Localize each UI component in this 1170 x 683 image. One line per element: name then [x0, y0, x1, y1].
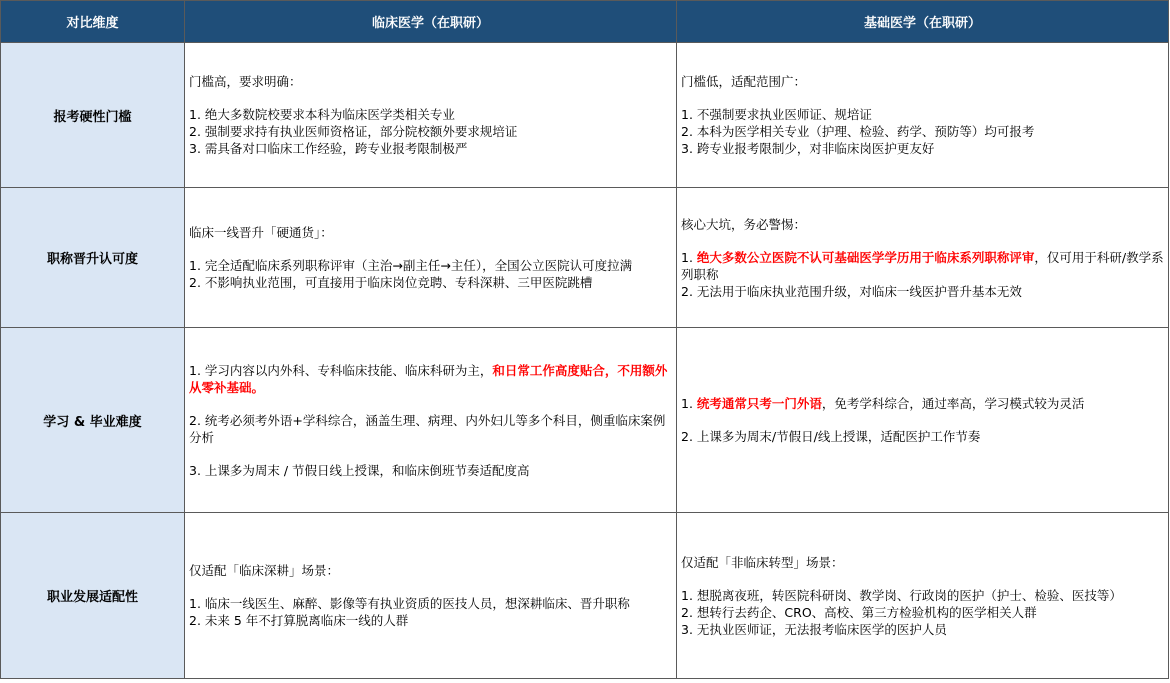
table-row	[1, 188, 1169, 328]
cell-intro: 门槛低，适配范围广：	[681, 74, 807, 89]
list-item	[681, 395, 1164, 412]
clinical-cell	[185, 513, 677, 679]
clinical-cell	[185, 188, 677, 328]
header-clinical: 临床医学（在职研）	[185, 1, 677, 43]
basic-cell	[677, 43, 1169, 188]
table-row	[1, 513, 1169, 679]
item-text: ，仅可用于科研/教学系列职称	[681, 249, 1164, 282]
dimension-cell: 报考硬性门槛	[1, 43, 185, 188]
list-item: 2. 上课多为周末/节假日/线上授课，适配医护工作节奏	[681, 429, 981, 444]
basic-cell	[677, 513, 1169, 679]
list-item: 1. 绝大多数院校要求本科为临床医学类相关专业	[189, 107, 455, 122]
clinical-cell	[185, 328, 677, 513]
list-item: 3. 无执业医师证，无法报考临床医学的医护人员	[681, 621, 947, 637]
list-item	[681, 249, 1164, 283]
dimension-cell: 学习 & 毕业难度	[1, 328, 185, 513]
list-item: 2. 无法用于临床执业范围升级，对临床一线医护晋升基本无效	[681, 283, 1022, 299]
list-item: 2. 不影响执业范围，可直接用于临床岗位竞聘、专科深耕、三甲医院跳槽	[189, 275, 593, 290]
list-item	[189, 362, 672, 396]
list-item: 3. 跨专业报考限制少，对非临床岗医护更友好	[681, 141, 935, 156]
table-row	[1, 328, 1169, 513]
item-text: ，免考学科综合，通过率高，学习模式较为灵活	[821, 396, 1085, 411]
basic-cell	[677, 188, 1169, 328]
list-item: 1. 完全适配临床系列职称评审（主治→副主任→主任），全国公立医院认可度拉满	[189, 258, 633, 273]
highlight-text: 绝大多数公立医院不认可基础医学学历用于临床系列职称评审	[696, 249, 1035, 265]
cell-intro: 仅适配「临床深耕」场景：	[189, 563, 340, 578]
list-item: 1. 想脱离夜班，转医院科研岗、教学岗、行政岗的医护（护士、检验、医技等）	[681, 587, 1122, 603]
dimension-cell: 职称晋升认可度	[1, 188, 185, 328]
item-prefix: 1.	[681, 249, 697, 265]
list-item: 2. 统考必须考外语+学科综合，涵盖生理、病理、内外妇儿等多个科目，侧重临床案例分析	[189, 412, 666, 445]
cell-intro: 门槛高，要求明确：	[189, 74, 302, 89]
list-item: 2. 强制要求持有执业医师资格证，部分院校额外要求规培证	[189, 124, 518, 139]
header-row	[1, 1, 1169, 43]
cell-intro: 核心大坑，务必警惕：	[681, 216, 807, 232]
list-item: 2. 本科为医学相关专业（护理、检验、药学、预防等）均可报考	[681, 124, 1035, 139]
dimension-cell: 职业发展适配性	[1, 513, 185, 679]
highlight-text: 统考通常只考一门外语	[696, 396, 822, 411]
clinical-cell	[185, 43, 677, 188]
list-item: 3. 需具备对口临床工作经验，跨专业报考限制极严	[189, 141, 468, 156]
table-row	[1, 43, 1169, 188]
highlight-text: 和日常工作高度贴合，不用额外从零补基础。	[189, 362, 668, 395]
list-item: 1. 不强制要求执业医师证、规培证	[681, 107, 872, 122]
item-text: 1. 学习内容以内外科、专科临床技能、临床科研为主，	[189, 362, 493, 378]
cell-intro: 仅适配「非临床转型」场景：	[681, 554, 844, 570]
item-prefix: 1.	[681, 396, 697, 411]
basic-cell	[677, 328, 1169, 513]
header-basic: 基础医学（在职研）	[677, 1, 1169, 43]
header-dimension: 对比维度	[1, 1, 185, 43]
list-item: 2. 想转行去药企、CRO、高校、第三方检验机构的医学相关人群	[681, 604, 1037, 620]
list-item: 2. 未来 5 年不打算脱离临床一线的人群	[189, 613, 409, 628]
cell-intro: 临床一线晋升「硬通货」：	[189, 225, 333, 240]
list-item: 3. 上课多为周末 / 节假日线上授课，和临床倒班节奏适配度高	[189, 462, 530, 478]
list-item: 1. 临床一线医生、麻醉、影像等有执业资质的医技人员，想深耕临床、晋升职称	[189, 596, 630, 611]
